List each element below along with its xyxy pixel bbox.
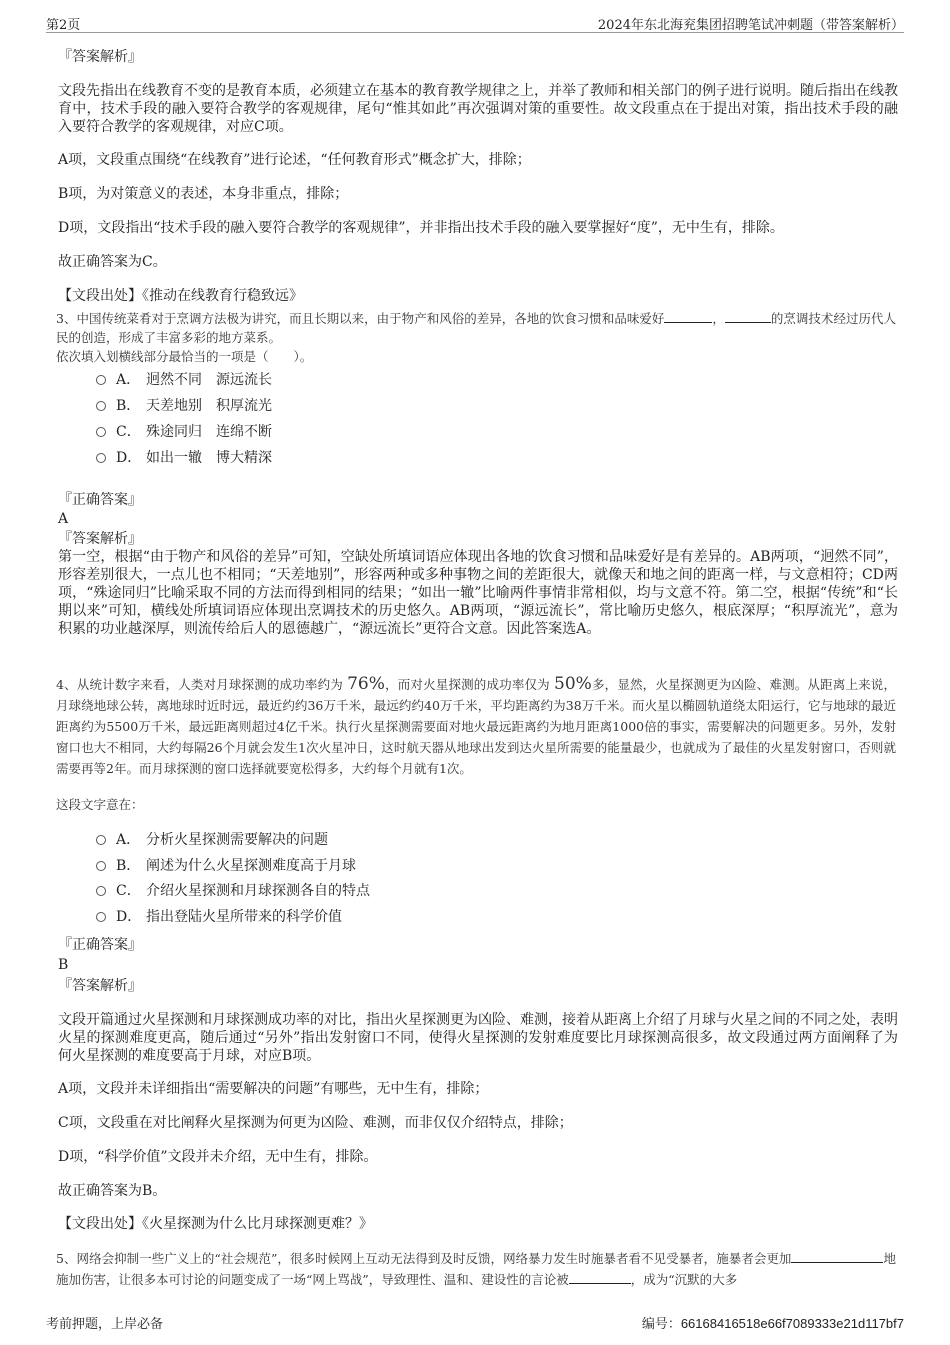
- option-text: 阐述为什么火星探测难度高于月球: [146, 858, 356, 874]
- q4-answer: B: [58, 957, 69, 973]
- q3-correct-label: 『正确答案』: [58, 492, 142, 508]
- radio-icon[interactable]: [96, 453, 106, 463]
- q4-stem-a: 4、从统计数字来看，人类对月球探测的成功率约为: [56, 677, 343, 692]
- q3-answer: A: [58, 511, 69, 527]
- q3-comma: ，: [712, 311, 725, 326]
- option-text: 迥然不同 源远流长: [146, 372, 272, 388]
- q5-blank-2: [569, 1271, 631, 1284]
- option-text: 殊途同归 连绵不断: [146, 424, 272, 440]
- q2-item-d: D项，文段指出“技术手段的融入要符合教学的客观规律”，并非指出技术手段的融入要掌握好“度”，无中生有，排除。: [58, 220, 784, 236]
- radio-icon[interactable]: [96, 401, 106, 411]
- q3-blank-2: [725, 310, 771, 323]
- option-text: 如出一辙 博大精深: [146, 450, 272, 466]
- q4-option-c[interactable]: [96, 882, 370, 900]
- q3-analysis: 第一空，根据“由于物产和风俗的差异”可知，空缺处所填词语应体现出各地的饮食习惯和品味爱好是有差异的。AB两项，“迥然不同”，形容差别很大，一点儿也不相同；“天差地别”，形容两种或多种事物之间的差距很大，就像天和地之间的距离一样，与文意相符；CD两项，“殊途同归”比喻采取不同的方法而得到相同的结果；“如出一辙”比喻两件事情非常相似，均与文意不符。第二空，根据“传统”和“长期以来”可知，横线处所填词语应体现出烹调技术的历史悠久。AB两项，“源远流长”，常比喻历史悠久，根底深厚；“积厚流光”，意为积累的功业越深厚，则流传给后人的恩德越广，“源远流长”更符合文意。因此答案选A。: [58, 549, 898, 637]
- page-number: 第2页: [46, 18, 81, 33]
- q4-analysis: 文段开篇通过火星探测和月球探测成功率的对比，指出火星探测更为凶险、难测，接着从距离上介绍了月球与火星之间的不同之处，表明火星的探测难度更高，随后通过“另外”指出发射窗口不同，使得火星探测的发射难度要比月球探测高很多，故文段通过两方面阐释了为何火星探测的难度要高于月球，对应B项。: [58, 1012, 898, 1064]
- q2-analysis: 文段先指出在线教育不变的是教育本质，必须建立在基本的教育教学规律之上，并举了教师和相关部门的例子进行说明。随后指出在线教育中，技术手段的融入要符合教学的客观规律，尾句“惟其如此”再次强调对策的重要性。故文段重点在于提出对策，指出技术手段的融入要符合教学的客观规律，对应C项。: [58, 83, 898, 135]
- q2-item-a: A项，文段重点围绕“在线教育”进行论述，“任何教育形式”概念扩大，排除；: [58, 152, 531, 168]
- q2-item-b: B项，为对策意义的表述，本身非重点，排除；: [58, 186, 349, 202]
- q4-stem-b: ，而对火星探测的成功率仅为: [384, 677, 550, 692]
- q3-instruction: 依次填入划横线部分最恰当的一项是（ ）。: [56, 349, 313, 364]
- q5-stem-c: ，成为“沉默的大多: [630, 1272, 738, 1287]
- q3-blank-1: [664, 310, 712, 323]
- option-key: D．: [116, 450, 142, 466]
- q5-stem-b: 地施加伤害，让很多本可讨论的问题变成了一场“网上骂战”，导致理性、温和、建设性的言论被: [56, 1251, 896, 1287]
- option-text: 天差地别 积厚流光: [146, 398, 272, 414]
- q4-pct-moon: 76%: [347, 674, 385, 694]
- option-key: C．: [116, 424, 141, 440]
- radio-icon[interactable]: [96, 886, 106, 896]
- option-key: D．: [116, 909, 142, 925]
- q4-option-b[interactable]: [96, 857, 356, 875]
- q4-item-c: C项，文段重在对比阐释火星探测为何更为凶险、难测，而非仅仅介绍特点，排除；: [58, 1115, 573, 1131]
- option-key: A．: [116, 372, 141, 388]
- option-key: B．: [116, 858, 141, 874]
- q2-analysis-label: 『答案解析』: [58, 49, 142, 65]
- page-header: [46, 14, 904, 33]
- q3-stem-part2: 的烹调技术经过历代人民的创造，形成了丰富多彩的地方菜系。: [56, 311, 896, 345]
- option-text: 分析火星探测需要解决的问题: [146, 832, 328, 848]
- document-title: 2024年东北海兖集团招聘笔试冲刺题（带答案解析）: [597, 18, 904, 33]
- q4-stem: [56, 674, 896, 779]
- q2-source: 【文段出处】《推动在线教育行稳致远》: [58, 288, 303, 304]
- q4-conclusion: 故正确答案为B。: [58, 1183, 167, 1199]
- footer-code-value: 66168416518e66f7089333e21d117bf7: [680, 1316, 904, 1331]
- radio-icon[interactable]: [96, 835, 106, 845]
- q4-item-a: A项，文段并未详细指出“需要解决的问题”有哪些，无中生有，排除；: [58, 1081, 489, 1097]
- footer-code-label: 编号：: [641, 1317, 681, 1332]
- q4-correct-label: 『正确答案』: [58, 937, 142, 953]
- q4-stem-c: 多，显然，火星探测更为凶险、难测。从距离上来说，月球绕地球公转，离地球时近时远，最近约约36万千米，最远约约40万千米，平均距离约为38万千米。而火星以椭圆轨道绕太阳运行，它与地球的最近距离约为5500万千米，最远距离则超过4亿千米。执行火星探测需要面对地火最远距离约为地月距离1000倍的事实，需要解决的问题更多。另外，发射窗口也大不相同，大约每隔26个月就会发生1次火星冲日，这时航天器从地球出发到达火星所需要的能量最少，也就成为了最佳的火星发射窗口，否则就需要再等2年。而月球探测的窗口选择就要宽松得多，大约每个月就有1次。: [56, 677, 896, 776]
- radio-icon[interactable]: [96, 912, 106, 922]
- option-text: 指出登陆火星所带来的科学价值: [146, 909, 342, 925]
- q3-stem-part1: 3、中国传统菜肴对于烹调方法极为讲究，而且长期以来，由于物产和风俗的差异，各地的饮食习惯和品味爱好: [56, 311, 665, 326]
- q3-option-c[interactable]: [96, 423, 272, 441]
- q4-option-a[interactable]: [96, 831, 328, 849]
- q3-option-d[interactable]: [96, 449, 272, 467]
- q4-analysis-label: 『答案解析』: [58, 978, 142, 994]
- q3-analysis-label: 『答案解析』: [58, 531, 142, 547]
- q4-option-d[interactable]: [96, 908, 342, 926]
- q4-source: 【文段出处】《火星探测为什么比月球探测更难？》: [58, 1216, 373, 1232]
- option-key: B．: [116, 398, 141, 414]
- q4-item-d: D项，“科学价值”文段并未介绍，无中生有，排除。: [58, 1149, 378, 1165]
- radio-icon[interactable]: [96, 861, 106, 871]
- q5-stem: [56, 1248, 896, 1290]
- q4-instruction: 这段文字意在：: [56, 797, 144, 812]
- option-text: 介绍火星探测和月球探测各自的特点: [146, 883, 370, 899]
- q4-pct-mars: 50%: [554, 674, 592, 694]
- q5-blank-1: [791, 1250, 883, 1263]
- footer-code: [642, 1313, 904, 1332]
- q3-stem: [56, 309, 896, 347]
- radio-icon[interactable]: [96, 427, 106, 437]
- q2-conclusion: 故正确答案为C。: [58, 254, 167, 270]
- q3-option-b[interactable]: [96, 397, 272, 415]
- q5-stem-a: 5、网络会抑制一些广义上的“社会规范”，很多时候网上互动无法得到及时反馈，网络暴力发生时施暴者看不见受暴者，施暴者会更加: [56, 1251, 792, 1266]
- radio-icon[interactable]: [96, 375, 106, 385]
- footer-slogan: 考前押题，上岸必备: [46, 1317, 164, 1332]
- q3-option-a[interactable]: [96, 371, 272, 389]
- option-key: A．: [116, 832, 141, 848]
- option-key: C．: [116, 883, 141, 899]
